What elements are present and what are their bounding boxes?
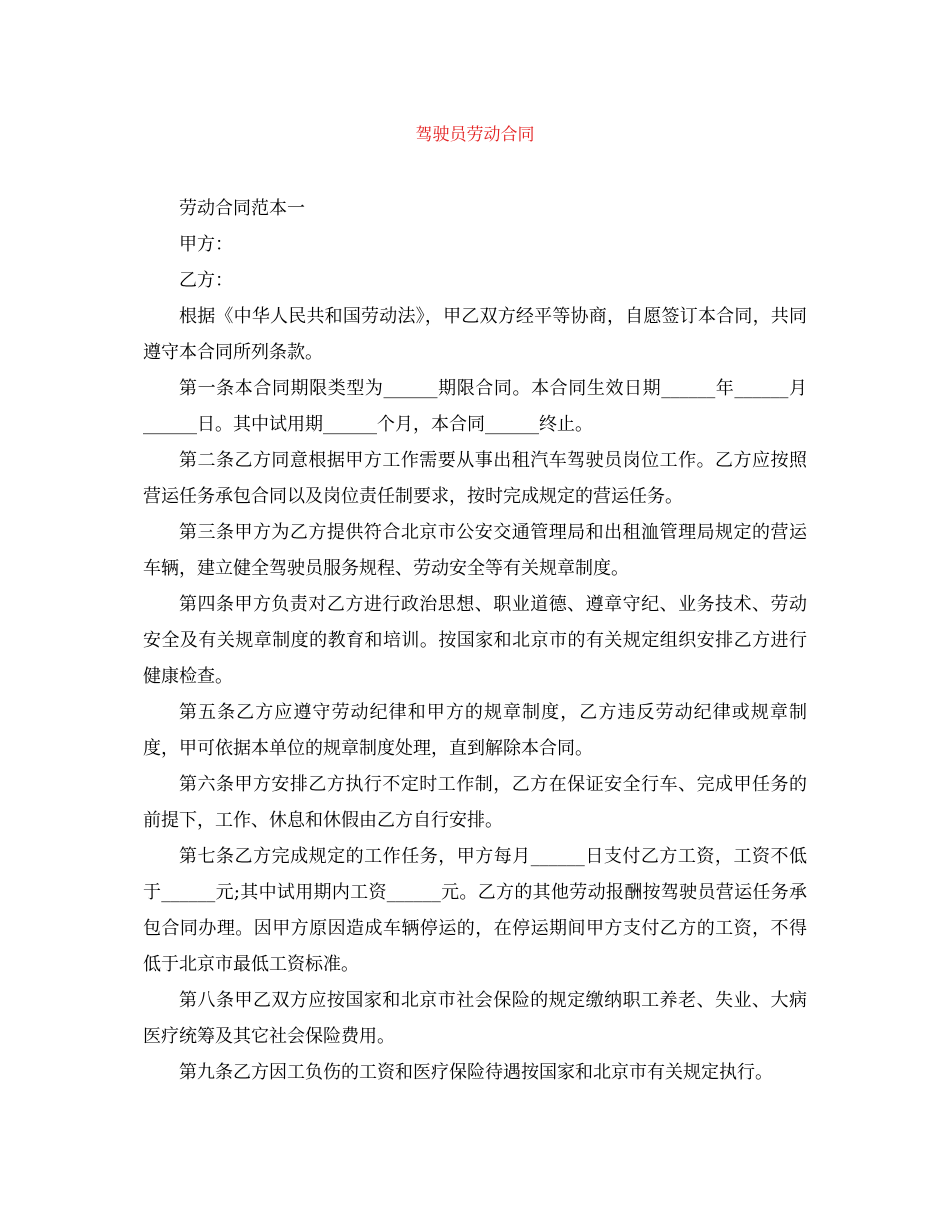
paragraph-preamble: 根据《中华人民共和国劳动法》，甲乙双方经平等协商，自愿签订本合同，共同遵守本合同所列条款。: [143, 306, 807, 363]
paragraph-article-9: 第九条乙方因工负伤的工资和医疗保险待遇按国家和北京市有关规定执行。: [179, 1062, 773, 1083]
paragraph-article-2: 第二条乙方同意根据甲方工作需要从事出租汽车驾驶员岗位工作。乙方应按照营运任务承包合同以及岗位责任制要求，按时完成规定的营运任务。: [143, 450, 807, 507]
document-body: [143, 191, 807, 1091]
paragraph-article-6: 第六条甲方安排乙方执行不定时工作制，乙方在保证安全行车、完成甲任务的前提下，工作、休息和休假由乙方自行安排。: [143, 774, 807, 831]
paragraph-article-8: 第八条甲乙双方应按国家和北京市社会保险的规定缴纳职工养老、失业、大病医疗统筹及其它社会保险费用。: [143, 990, 807, 1047]
paragraph-article-5: 第五条乙方应遵守劳动纪律和甲方的规章制度，乙方违反劳动纪律或规章制度，甲可依据本单位的规章制度处理，直到解除本合同。: [143, 702, 807, 759]
document-title: 驾驶员劳动合同: [415, 125, 535, 145]
paragraph-article-4: 第四条甲方负责对乙方进行政治思想、职业道德、遵章守纪、业务技术、劳动安全及有关规章制度的教育和培训。按国家和北京市的有关规定组织安排乙方进行健康检查。: [143, 594, 807, 687]
paragraph-party-b: 乙方：: [179, 270, 233, 291]
paragraph-contract-sample: 劳动合同范本一: [179, 198, 305, 219]
paragraph-article-7: 第七条乙方完成规定的工作任务，甲方每月______日支付乙方工资，工资不低于______元;其中试用期内工资______元。乙方的其他劳动报酬按驾驶员营运任务承包合同办理。因甲方原因造成车辆停运的，在停运期间甲方支付乙方的工资，不得低于北京市最低工资标准。: [143, 846, 807, 975]
paragraph-party-a: 甲方：: [179, 234, 233, 255]
paragraph-article-1: 第一条本合同期限类型为______期限合同。本合同生效日期______年______月______日。其中试用期______个月，本合同______终止。: [143, 378, 807, 435]
paragraph-article-3: 第三条甲方为乙方提供符合北京市公安交通管理局和出租洫管理局规定的营运车辆，建立健全驾驶员服务规程、劳动安全等有关规章制度。: [143, 522, 807, 579]
